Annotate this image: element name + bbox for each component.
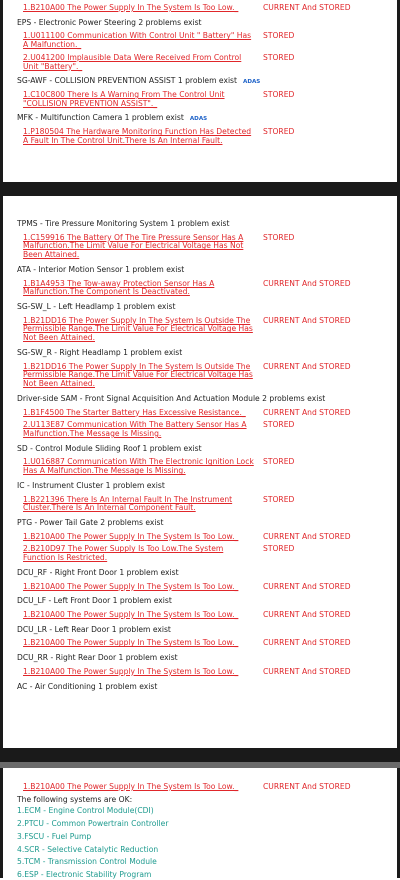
system-name: EPS - Electronic Power Steering 2 problems exist xyxy=(17,17,202,27)
fault-status: CURRENT And STORED xyxy=(263,531,351,541)
system-name: AC - Air Conditioning 1 problem exist xyxy=(17,681,158,691)
fault-description[interactable]: 1.C10C800 There Is A Warning From The Control Unit "COLLISION PREVENTION ASSIST"._ xyxy=(23,90,225,108)
fault-row[interactable] xyxy=(23,128,387,145)
system-name: Driver-side SAM - Front Signal Acquisition And Actuation Module 2 problems exist xyxy=(17,393,326,403)
fault-status: CURRENT And STORED xyxy=(263,315,351,325)
fault-status: STORED xyxy=(263,232,295,242)
fault-status: CURRENT And STORED xyxy=(263,666,351,676)
fault-description[interactable]: 1.B21DD16 The Power Supply In The System Is Outside The Permissible Range.The Limit Value For Electrical Voltage Has Not Been Attained. xyxy=(23,361,253,389)
fault-status: CURRENT And STORED xyxy=(263,278,351,288)
fault-row[interactable] xyxy=(23,533,387,542)
fault-description[interactable]: 2.U113E87 Communication With The Battery Sensor Has A Malfunction.The Message Is Missing. xyxy=(23,420,247,438)
system-name: SG-AWF - COLLISION PREVENTION ASSIST 1 problem exist xyxy=(17,76,237,86)
fault-row[interactable] xyxy=(23,496,387,513)
fault-status: CURRENT And STORED xyxy=(263,407,351,417)
fault-status: STORED xyxy=(263,52,295,62)
fault-description[interactable]: 1.B210A00 The Power Supply In The System Is Too Low._ xyxy=(23,610,239,619)
fault-row[interactable] xyxy=(23,545,387,562)
fault-status: STORED xyxy=(263,494,295,504)
fault-description[interactable]: 1.U011100 Communication With Control Unit " Battery" Has A Malfunction._ xyxy=(23,31,252,50)
fault-status: CURRENT And STORED xyxy=(263,610,351,619)
ok-system-item[interactable]: 2.PTCU - Common Powertrain Controller xyxy=(17,819,169,829)
fault-status: STORED xyxy=(263,544,295,554)
adas-badge: ADAS xyxy=(243,79,261,86)
system-header xyxy=(17,569,387,578)
fault-status: STORED xyxy=(263,90,295,100)
fault-description[interactable]: 1.B1A4953 The Tow-away Protection Sensor Has A Malfunction.The Component Is Deactivated. xyxy=(23,278,215,297)
system-header xyxy=(17,519,387,528)
system-name: SG-SW_L - Left Headlamp 1 problem exist xyxy=(17,302,176,312)
card-separator xyxy=(0,182,400,196)
fault-row[interactable] xyxy=(23,639,387,648)
system-header xyxy=(17,19,387,28)
system-header xyxy=(17,266,387,275)
system-name: SD - Control Module Sliding Roof 1 problem exist xyxy=(17,443,202,453)
fault-row[interactable] xyxy=(23,611,387,620)
system-name: DCU_LR - Left Rear Door 1 problem exist xyxy=(17,624,171,634)
fault-description[interactable]: 1.B210A00 The Power Supply In The System Is Too Low._ xyxy=(23,531,239,541)
fault-description[interactable]: 1.U016887 Communication With The Electronic Ignition Lock Has A Malfunction.The Message Is Missing. xyxy=(23,457,254,476)
fault-description[interactable]: 1.B210A00 The Power Supply In The System Is Too Low._ xyxy=(23,3,239,12)
ok-system-item[interactable]: 3.FSCU - Fuel Pump xyxy=(17,831,92,841)
ok-system-item[interactable]: 5.TCM - Transmission Control Module xyxy=(17,857,157,867)
fault-row[interactable] xyxy=(23,54,387,71)
fault-row[interactable] xyxy=(23,280,387,297)
report-card-3 xyxy=(0,768,400,878)
fault-description[interactable]: 1.B210A00 The Power Supply In The System Is Too Low._ xyxy=(23,581,239,591)
system-header xyxy=(17,395,387,404)
fault-row[interactable] xyxy=(23,783,387,792)
fault-description[interactable]: 1.B21DD16 The Power Supply In The System Is Outside The Permissible Range.The Limit Value For Electrical Voltage Has Not Been Attained. xyxy=(23,315,253,343)
card-separator xyxy=(0,748,400,762)
fault-row[interactable] xyxy=(23,421,387,438)
system-header xyxy=(17,114,387,123)
fault-description[interactable]: 1.P180504 The Hardware Monitoring Function Has Detected A Fault In The Control Unit.There Is An Internal Fault. xyxy=(23,127,252,145)
fault-row[interactable] xyxy=(23,458,387,475)
fault-description[interactable]: 1.B221396 There Is An Internal Fault In The Instrument Cluster.There Is An Internal Component Fault. xyxy=(23,494,233,513)
fault-row[interactable] xyxy=(23,32,387,49)
fault-status: STORED xyxy=(263,127,295,137)
system-name: SG-SW_R - Right Headlamp 1 problem exist xyxy=(17,347,183,357)
system-name: DCU_RF - Right Front Door 1 problem exist xyxy=(17,567,179,577)
fault-description[interactable]: 1.C159916 The Battery Of The Tire Pressure Sensor Has A Malfunction.The Limit Value For Electrical Voltage Has Not Been Attained. xyxy=(23,232,244,260)
system-header xyxy=(17,303,387,312)
fault-row[interactable] xyxy=(23,4,387,13)
fault-row[interactable] xyxy=(23,363,387,389)
fault-status: CURRENT And STORED xyxy=(263,638,351,648)
fault-description[interactable]: 1.B210A00 The Power Supply In The System Is Too Low._ xyxy=(23,638,239,648)
system-name: DCU_LF - Left Front Door 1 problem exist xyxy=(17,596,172,606)
fault-status: CURRENT And STORED xyxy=(263,361,351,371)
ok-systems-title: The following systems are OK: xyxy=(17,794,133,804)
ok-system-item[interactable]: 6.ESP - Electronic Stability Program xyxy=(17,870,152,880)
fault-status: CURRENT And STORED xyxy=(263,581,351,591)
ok-system-item[interactable]: 1.ECM - Engine Control Module(CDI) xyxy=(17,806,154,816)
fault-row[interactable] xyxy=(23,668,387,677)
fault-row[interactable] xyxy=(23,409,387,418)
fault-status: CURRENT And STORED xyxy=(263,3,351,12)
system-header xyxy=(17,654,387,663)
system-header xyxy=(17,445,387,454)
fault-description[interactable]: 2.U041200 Implausible Data Were Received From Control Unit "Battery"._ xyxy=(23,52,242,71)
system-name: IC - Instrument Cluster 1 problem exist xyxy=(17,480,165,490)
system-header xyxy=(17,597,387,606)
report-card-2 xyxy=(0,196,400,748)
fault-row[interactable] xyxy=(23,317,387,343)
system-header xyxy=(17,683,387,692)
system-name: DCU_RR - Right Rear Door 1 problem exist xyxy=(17,653,178,663)
fault-row[interactable] xyxy=(23,234,387,260)
fault-status: STORED xyxy=(263,420,295,430)
system-header xyxy=(17,349,387,358)
report-card-1 xyxy=(0,0,400,182)
fault-description[interactable]: 2.B210D97 The Power Supply Is Too Low.The System Function Is Restricted. xyxy=(23,544,224,563)
adas-badge: ADAS xyxy=(189,116,208,123)
system-name: PTG - Power Tail Gate 2 problems exist xyxy=(17,517,164,527)
system-name: TPMS - Tire Pressure Monitoring System 1 problem exist xyxy=(17,219,230,228)
fault-description[interactable]: 1.B210A00 The Power Supply In The System Is Too Low._ xyxy=(23,666,239,676)
system-name: ATA - Interior Motion Sensor 1 problem exist xyxy=(17,264,185,274)
system-header xyxy=(17,626,387,635)
fault-row[interactable] xyxy=(23,583,387,592)
fault-status: STORED xyxy=(263,457,295,467)
system-name: MFK - Multifunction Camera 1 problem exist xyxy=(17,113,184,123)
fault-description[interactable]: 1.B210A00 The Power Supply In The System Is Too Low._ xyxy=(23,782,239,791)
system-header xyxy=(17,220,387,229)
ok-system-item[interactable]: 4.SCR - Selective Catalytic Reduction xyxy=(17,844,159,854)
fault-status: CURRENT And STORED xyxy=(263,782,351,791)
fault-row[interactable] xyxy=(23,91,387,108)
fault-description[interactable]: 1.B1F4500 The Starter Battery Has Excessive Resistance._ xyxy=(23,407,246,417)
system-header xyxy=(17,77,387,86)
system-header xyxy=(17,482,387,491)
fault-status: STORED xyxy=(263,31,295,41)
